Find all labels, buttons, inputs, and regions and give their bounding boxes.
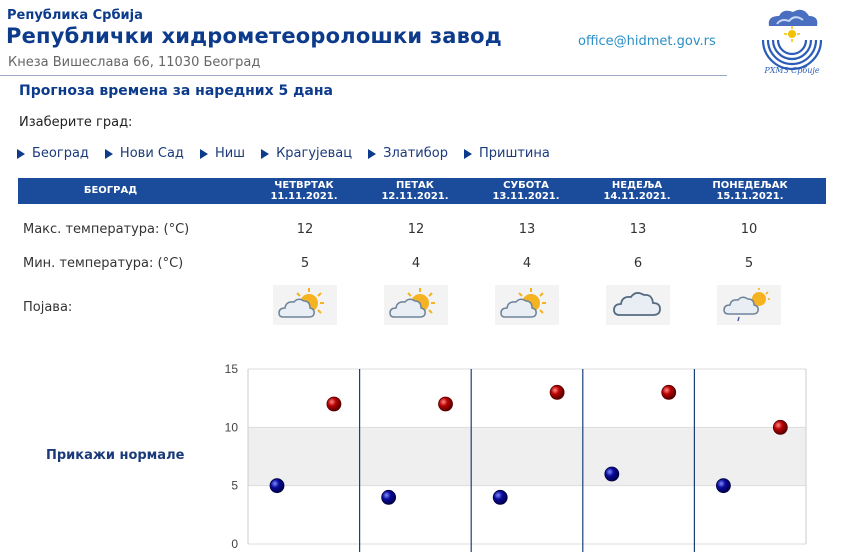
cloud-icon (606, 285, 670, 325)
day-header (694, 178, 806, 204)
day-name: СУБОТА (503, 180, 549, 191)
max-temp-value: 12 (296, 222, 314, 237)
normals-band (248, 427, 806, 485)
day-header (472, 178, 580, 204)
max-temp-point (773, 420, 787, 434)
day-date: 13.11.2021. (492, 191, 560, 202)
day-name: ЧЕТВРТАК (274, 180, 334, 191)
address: Кнеза Вишеслава 66, 11030 Београд (8, 55, 261, 70)
max-temp-value: 12 (407, 222, 425, 237)
city-label: Београд (32, 146, 89, 161)
rhmz-logo-icon (757, 4, 827, 76)
min-temp-point (270, 479, 284, 493)
city-link-nis[interactable] (200, 146, 245, 161)
arrow-right-icon (368, 149, 376, 159)
show-normals-link[interactable]: Прикажи нормале (46, 448, 185, 463)
min-temp-label: Мин. температура: (°C) (23, 256, 184, 271)
y-tick-label: 0 (231, 537, 238, 551)
email-link[interactable]: office@hidmet.gov.rs (578, 34, 716, 49)
temperature-chart (210, 360, 820, 557)
city-link-novi-sad[interactable] (105, 146, 184, 161)
day-date: 11.11.2021. (270, 191, 338, 202)
sun-behind-cloud-icon (384, 285, 448, 325)
sun-cloud-drizzle-icon (717, 285, 781, 325)
min-temp-value: 4 (522, 256, 532, 271)
arrow-right-icon (464, 149, 472, 159)
forecast-table-header (18, 178, 826, 204)
city-label: Златибор (383, 146, 448, 161)
day-header (250, 178, 358, 204)
min-temp-point (493, 490, 507, 504)
day-header (583, 178, 691, 204)
min-temp-value: 5 (300, 256, 310, 271)
sun-behind-cloud-icon (273, 285, 337, 325)
city-link-pristina[interactable] (464, 146, 550, 161)
city-label: Ниш (214, 146, 246, 161)
max-temp-value: 13 (629, 222, 647, 237)
y-tick-label: 5 (231, 478, 238, 493)
day-date: 15.11.2021. (716, 191, 784, 202)
max-temp-value: 13 (518, 222, 536, 237)
day-date: 12.11.2021. (381, 191, 449, 202)
city-list (17, 146, 566, 161)
day-name: ПОНЕДЕЉАК (712, 180, 788, 191)
min-temp-value: 6 (633, 256, 643, 271)
max-temp-point (439, 397, 453, 411)
city-link-beograd[interactable] (17, 146, 89, 161)
min-temp-value: 4 (411, 256, 421, 271)
max-temp-point (550, 385, 564, 399)
choose-city-label: Изаберите град: (19, 115, 133, 130)
min-temp-point (716, 479, 730, 493)
arrow-right-icon (200, 149, 208, 159)
logo-caption: РХМЗ Србије (764, 66, 820, 75)
sun-behind-cloud-icon (495, 285, 559, 325)
y-tick-label: 10 (224, 420, 238, 435)
day-name: ПЕТАК (396, 180, 434, 191)
org-title: Републички хидрометеоролошки завод (6, 24, 502, 48)
min-temp-value: 5 (744, 256, 754, 271)
city-label: Приштина (478, 146, 550, 161)
day-date: 14.11.2021. (603, 191, 671, 202)
max-temp-point (662, 385, 676, 399)
city-label: Крагујевац (276, 146, 353, 161)
arrow-right-icon (105, 149, 113, 159)
min-temp-point (605, 467, 619, 481)
city-link-zlatibor[interactable] (368, 146, 448, 161)
phenomenon-label: Појава: (23, 300, 73, 315)
max-temp-label: Макс. температура: (°C) (23, 222, 190, 237)
table-city-header: БЕОГРАД (83, 185, 138, 196)
city-label: Нови Сад (119, 146, 184, 161)
arrow-right-icon (17, 149, 25, 159)
min-temp-point (382, 490, 396, 504)
y-tick-label: 15 (224, 362, 238, 376)
arrow-right-icon (261, 149, 269, 159)
country-label: Република Србија (7, 8, 143, 23)
day-name: НЕДЕЉА (611, 180, 663, 191)
city-link-kragujevac[interactable] (261, 146, 352, 161)
max-temp-value: 10 (740, 222, 758, 237)
section-title: Прогноза времена за наредних 5 дана (19, 83, 334, 99)
day-header (361, 178, 469, 204)
header-divider (0, 75, 727, 76)
max-temp-point (327, 397, 341, 411)
